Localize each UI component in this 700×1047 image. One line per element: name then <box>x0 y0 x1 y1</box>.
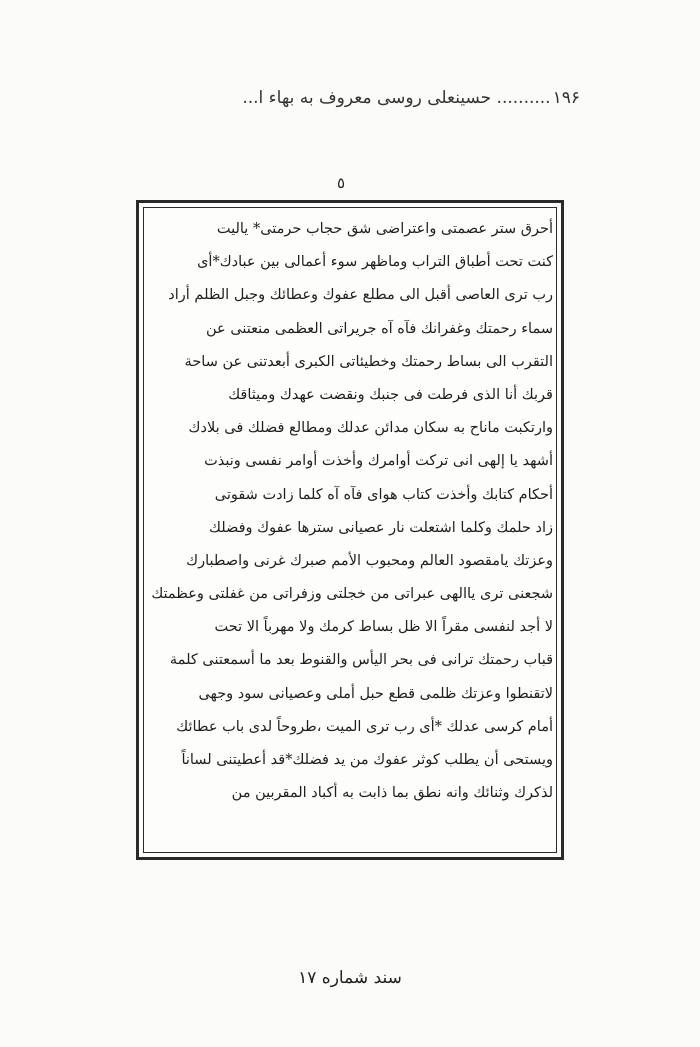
running-header <box>90 88 580 108</box>
document-line: وعزتك یامقصود العالم ومحبوب الأمم صبرك غرنی واصطبارك <box>186 552 553 569</box>
document-line: شجعنی تری یاالهی عبراتی من خجلتی وزفراتی من غفلتی وعظمتك <box>151 586 553 603</box>
document-frame <box>136 200 564 860</box>
document-line: التقرب الی بساط رحمتك وخطیئاتی الکبری أبعدتنی عن ساحة <box>184 353 553 370</box>
document-line: ویستحی أن یطلب کوثر عفوك من ید فضلك*قد أعطیتنی لساناً <box>181 752 553 768</box>
document-line: لاتقنطوا وعزتك ظلمی قطع حبل أملی وعصیانی سود وجهی <box>198 685 553 702</box>
document-line: سماء رحمتك وغفرانك فآه آه جریراتی العظمی منعتنی عن <box>206 320 553 337</box>
header-title: حسینعلی روسی معروف به بهاء ا... <box>242 88 492 108</box>
document-line: أمام کرسی عدلك *أی رب تری المیت ،طروحاً لدی باب عطائك <box>176 718 553 735</box>
seal-mark: ٥ <box>336 174 346 192</box>
document-line: کنت تحت أطباق التراب وماظهر سوء أعمالی بین عبادك*أی <box>197 254 553 271</box>
document-line: قربك أنا الذی فرطت فی جنبك ونقضت عهدك ومیثاقك <box>228 386 553 403</box>
document-line: أحکام کتابك وأخذت کتاب هوای فآه آه کلما زادت شقوتی <box>214 486 553 503</box>
header-dots: .......... <box>496 88 551 108</box>
document-caption: سند شماره ۱۷ <box>298 968 402 988</box>
document-line: أحرق ستر عصمتی واعتراضی شق حجاب حرمتی* یالیت <box>216 221 553 237</box>
document-line: قباب رحمتك ترانی فی بحر الیأس والقنوط بعد ما أسمعتنی کلمة <box>169 652 553 669</box>
document-line: زاد حلمك وکلما اشتعلت نار عصیانی سترها عفوك وفضلك <box>209 519 553 536</box>
document-line: لا أجد لنفسی مقراً الا ظل بساط کرمك ولا مهرباً الا تحت <box>214 619 553 636</box>
page-number: ۱۹۶ <box>552 88 580 108</box>
document-line: وارتکبت ماناح به سکان مدائن عدلك ومطالع فضلك فی بلادك <box>188 420 553 437</box>
document-line: لذکرك وثنائك وانه نطق بما ذابت به أکباد المقربین من <box>231 785 553 802</box>
document-line: رب تری العاصی أقبل الی مطلع عفوك وعطائك وجبل الظلم أراد <box>168 287 553 304</box>
document-line: أشهد یا إلهی انی ترکت أوامرك وأخذت أوامر نفسی ونبذت <box>204 453 553 470</box>
document-text <box>149 213 553 847</box>
